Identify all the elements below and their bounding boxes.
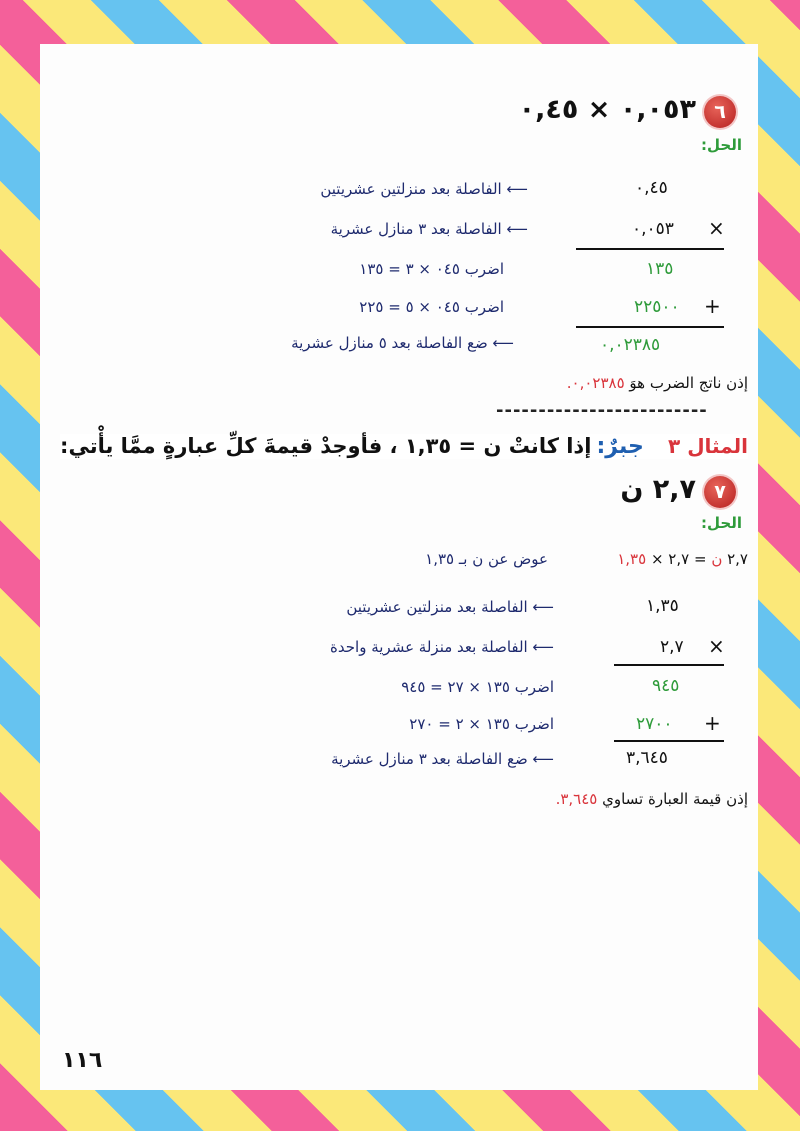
multiply-sign: × <box>708 634 725 658</box>
calc-row-number: ٠,٠٥٣ <box>632 219 674 239</box>
calc-row-note: ⟵ الفاصلة بعد منزلة عشرية واحدة <box>330 638 554 656</box>
exercise-expression: ٠,٠٥٣ × ٠,٤٥ <box>518 94 696 125</box>
example-header <box>60 434 748 459</box>
page-sheet <box>40 44 758 1090</box>
example-heading: المثال ٣ <box>668 434 748 458</box>
conclusion-value: ٣,٦٤٥. <box>555 790 598 808</box>
calc-row-number: ٩٤٥ <box>652 676 680 696</box>
exercise-number-badge: ٦ <box>704 96 736 128</box>
section-separator: ------------------------- <box>496 400 708 421</box>
conclusion <box>556 790 748 808</box>
calc-row-note: ⟵ ضع الفاصلة بعد ٥ منازل عشرية <box>291 334 514 352</box>
multiply-sign: × <box>708 216 725 240</box>
calc-row-note: ⟵ الفاصلة بعد منزلتين عشريتين <box>346 598 554 616</box>
conclusion-text: إذن قيمة العبارة تساوي <box>602 790 748 808</box>
sub-value: ١,٣٥ <box>617 550 647 568</box>
divider-line <box>576 248 724 250</box>
example-statement: إذا كانتْ ن = ١,٣٥ ، فأوجدْ قيمةَ كلِّ عبارةٍ ممَّا يأْتي: <box>60 434 592 458</box>
plus-sign: + <box>704 294 721 318</box>
calc-row-number: ١,٣٥ <box>646 596 679 616</box>
calc-row-note: ⟵ ضع الفاصلة بعد ٣ منازل عشرية <box>331 750 554 768</box>
calc-row-number: ٢,٧ <box>660 637 684 657</box>
substitution-line <box>617 550 748 568</box>
exercise-expression: ٢,٧ ن <box>620 474 696 505</box>
conclusion <box>567 374 748 392</box>
calc-row-note: اضرب ١٣٥ × ٢ = ٢٧٠ <box>409 715 554 733</box>
calc-row-note: اضرب ٠٤٥ × ٥ = ٢٢٥ <box>359 298 504 316</box>
calc-row-number: ٢٧٠٠ <box>636 714 673 734</box>
calc-row-number: ٣,٦٤٥ <box>626 748 668 768</box>
substitution-note: عوض عن ن بـ ١,٣٥ <box>425 550 548 568</box>
divider-line <box>576 326 724 328</box>
calc-row-number: ٢٢٥٠٠ <box>634 297 680 317</box>
calc-row-note: ⟵ الفاصلة بعد منزلتين عشريتين <box>320 180 528 198</box>
divider-line <box>614 740 724 742</box>
sub-coefficient: ٢,٧ <box>727 550 748 568</box>
sub-equals: = ٢,٧ × <box>650 550 707 568</box>
plus-sign: + <box>704 711 721 735</box>
exercise-number-badge: ٧ <box>704 476 736 508</box>
example-topic: جبرٌ: <box>596 434 644 459</box>
calc-row-number: ١٣٥ <box>646 259 674 279</box>
calc-row-number: ٠,٤٥ <box>635 178 668 198</box>
conclusion-text: إذن ناتج الضرب هوَ <box>629 374 748 392</box>
page-number: ١١٦ <box>62 1048 103 1073</box>
calc-row-note: ⟵ الفاصلة بعد ٣ منازل عشرية <box>330 220 528 238</box>
solution-label: الحل: <box>701 514 742 532</box>
solution-label: الحل: <box>701 136 742 154</box>
calc-row-number: ٠,٠٢٣٨٥ <box>600 335 661 355</box>
divider-line <box>614 664 724 666</box>
calc-row-note: اضرب ٠٤٥ × ٣ = ١٣٥ <box>359 260 504 278</box>
conclusion-value: ٠,٠٢٣٨٥. <box>566 374 625 392</box>
sub-variable: ن <box>711 550 723 568</box>
calc-row-note: اضرب ١٣٥ × ٢٧ = ٩٤٥ <box>401 678 554 696</box>
